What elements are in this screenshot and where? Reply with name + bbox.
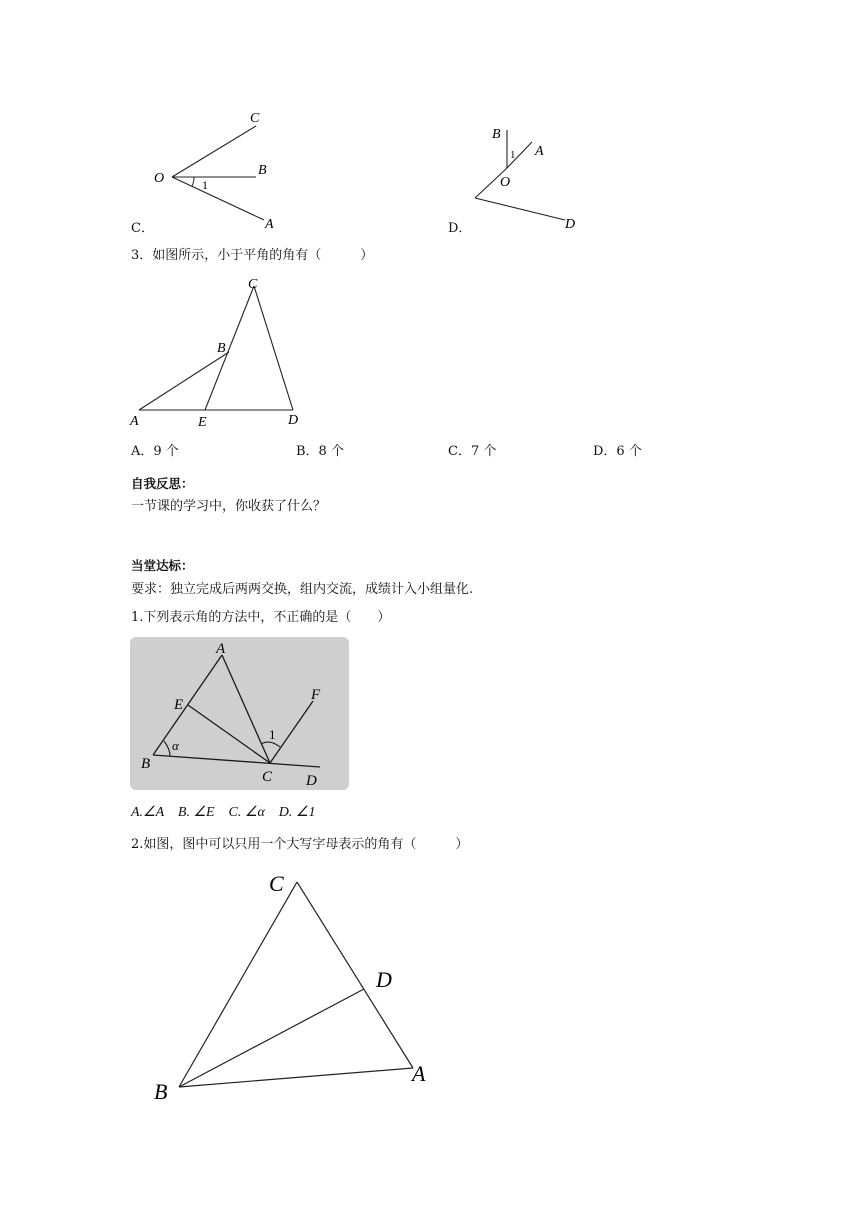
angle1-arc (261, 742, 280, 747)
label-d: D (565, 217, 576, 232)
q3-stem: 3．如图所示，小于平角的角有（ ） (131, 248, 374, 263)
option-d-label: D． (448, 221, 472, 236)
segment-ca (297, 882, 413, 1068)
label-d: D (376, 967, 392, 992)
q3-option-d: D．6 个 (593, 444, 642, 459)
label-1: 1 (269, 727, 276, 742)
label-a: A (265, 217, 274, 232)
label-b: B (217, 341, 226, 356)
segment-ba (179, 1068, 413, 1087)
angle-arc (192, 177, 194, 186)
label-e: E (174, 697, 184, 713)
label-a: A (535, 144, 544, 159)
label-b: B (492, 127, 501, 142)
label-c: C (262, 769, 273, 785)
label-e: E (198, 415, 207, 430)
q3-option-a: A．9 个 (131, 444, 179, 459)
label-c: C (269, 871, 284, 896)
ray-bd (153, 755, 320, 767)
label-b: B (154, 1079, 168, 1104)
alpha-arc (164, 741, 170, 756)
segment-ab (139, 352, 229, 410)
ray-d (475, 198, 565, 220)
practice-q1-options: A.∠A B. ∠E C. ∠α D. ∠1 (131, 805, 316, 820)
label-1: 1 (510, 149, 516, 161)
label-alpha: α (172, 738, 179, 753)
label-c: C (250, 111, 260, 126)
label-1: 1 (202, 178, 208, 192)
label-o: O (500, 175, 511, 190)
ray-cf (270, 701, 313, 763)
figure-option-c (140, 100, 300, 235)
practice-q2-stem: 2.如图，图中可以只用一个大写字母表示的角有（ ） (131, 837, 469, 852)
q3-option-c: C．7 个 (448, 444, 497, 459)
reflection-prompt: 一节课的学习中，你收获了什么？ (131, 499, 327, 514)
q2-triangle-figure (145, 865, 445, 1110)
label-b: B (141, 756, 151, 772)
label-c: C (248, 277, 258, 292)
figure-option-d (470, 120, 600, 235)
ray-oa (172, 177, 264, 220)
label-a: A (130, 414, 139, 429)
practice-requirement: 要求：独立完成后两两交换，组内交流，成绩计入小组量化. (131, 582, 474, 597)
q3-option-b: B．8 个 (296, 444, 344, 459)
label-d: D (306, 773, 317, 789)
label-a: A (216, 641, 226, 657)
label-b: B (258, 163, 267, 178)
practice-heading: 当堂达标： (131, 558, 194, 573)
q3-triangle-figure (125, 270, 315, 435)
option-c-label: C． (131, 221, 154, 236)
segment-ec (205, 286, 254, 410)
practice-q1-stem: 1.下列表示角的方法中，不正确的是（ ） (131, 610, 391, 625)
label-f: F (311, 687, 321, 703)
segment-cd (254, 286, 293, 410)
label-o: O (154, 171, 165, 186)
label-d: D (288, 413, 299, 428)
segment-ba (153, 655, 222, 755)
q1-scanned-figure (130, 637, 349, 790)
label-a: A (412, 1061, 426, 1086)
reflection-heading: 自我反思： (131, 476, 194, 491)
ray-oc (172, 126, 256, 177)
